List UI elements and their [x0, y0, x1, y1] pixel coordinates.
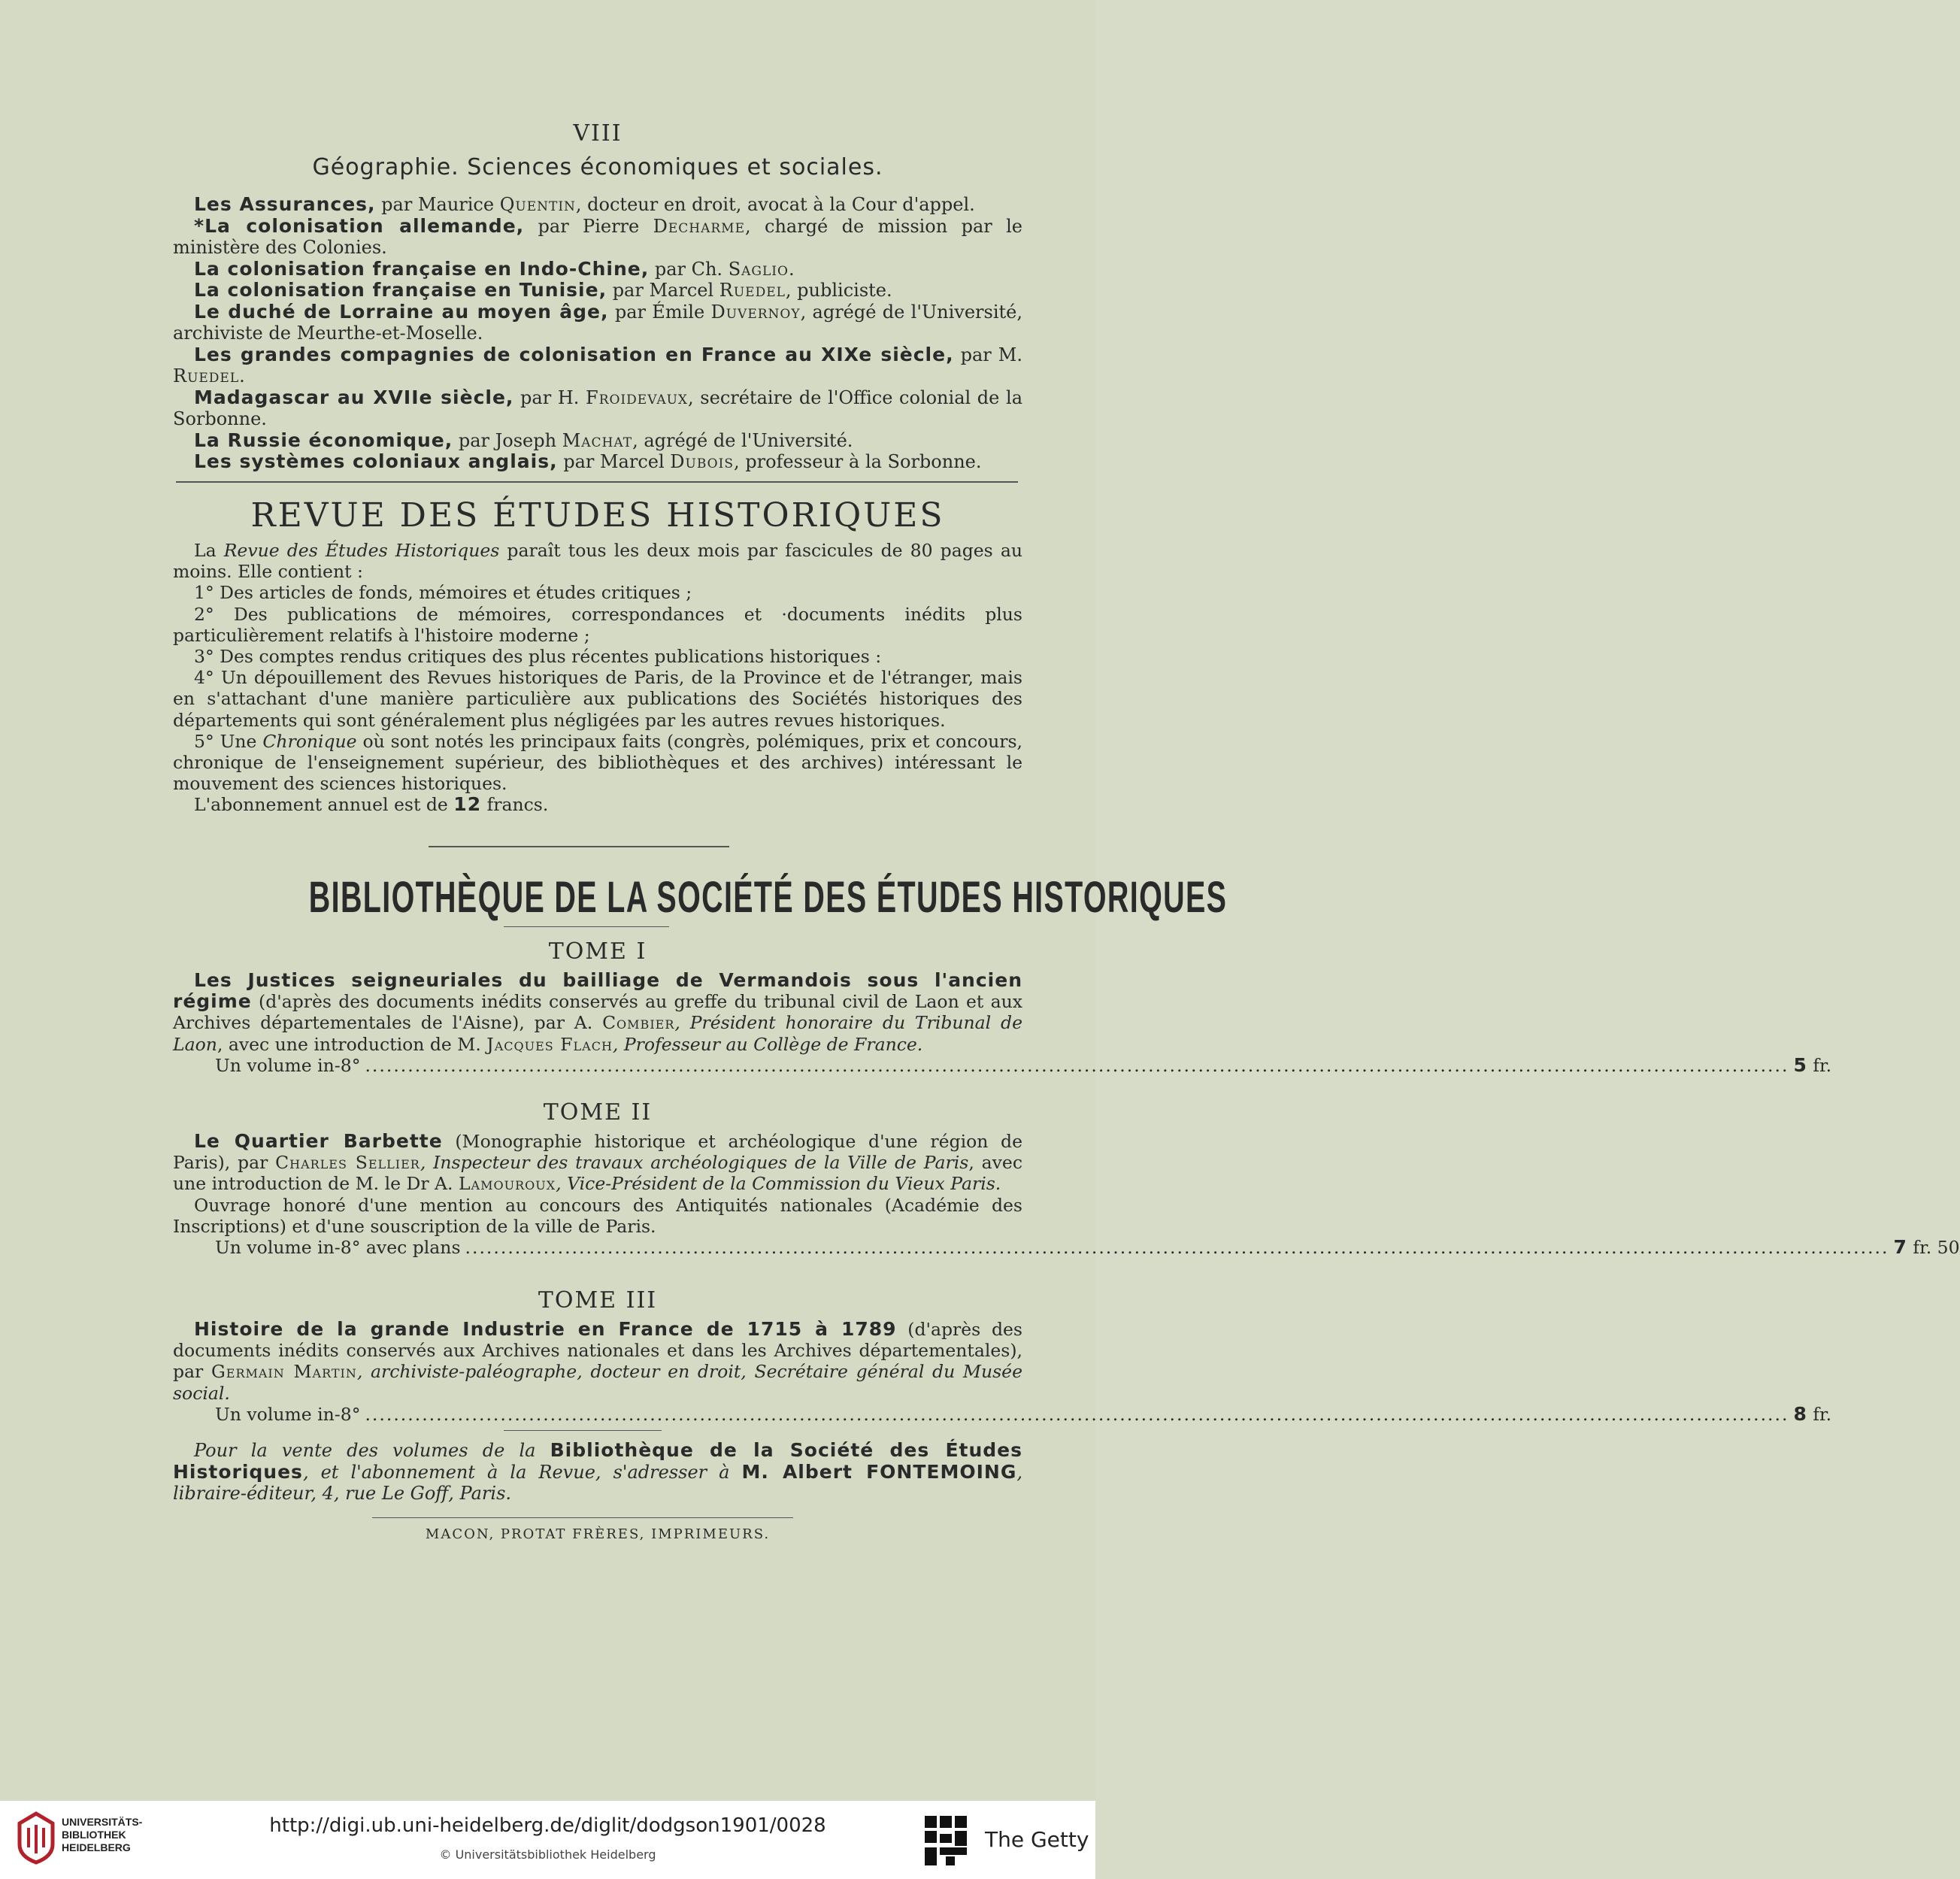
revue-item: 3° Des comptes rendus critiques des plus récentes publications historiques : [194, 646, 882, 668]
publication-title: Le duché de Lorraine au moyen âge, [194, 300, 609, 323]
author-name: Lamouroux [458, 1173, 556, 1195]
tome-description: Le Quartier Barbette (Monographie historique et archéologique d'une région de Paris), par Charles Sellier, Inspecteur des travaux archéologiques de la Ville de Paris, avec une introduction de M. le Dr A. Lamouroux, Vice-Président de la Commission du Vieux Paris. Ouvrage honoré d'une mention au concours des Antiquités nationales (Académie des Inscriptions) et d'une souscription de la ville de Paris. Un volume in-8° avec plans ........................................................................................................................................................................................................ 7 fr. 50 [173, 1130, 1960, 1259]
author-name: Quentin [499, 194, 576, 215]
revue-intro: La Revue des Études Historiques paraît tous les deux mois par fascicules de 80 pages au moins. Elle contient : [173, 540, 1022, 583]
volume-format: Un volume in-8° [215, 1054, 361, 1076]
publication-entry: Madagascar au XVIIe siècle, par H. Froidevaux, secrétaire de l'Office colonial de la Sorbonne. [173, 386, 1023, 429]
permalink-url[interactable]: http://digi.ub.uni-heidelberg.de/diglit/dodgson1901/0028 [269, 1814, 826, 1837]
tome-description: Les Justices seigneuriales du bailliage de Vermandois sous l'ancien régime (d'après des documents inédits conservés au greffe du tribunal civil de Laon et aux Archives départementales de l'Aisne), par A. Combier, Président honoraire du Tribunal de Laon, avec une introduction de M. Jacques Flach, Professeur au Collège de France. Un volume in-8° ........................................................................................................................................................................................................ 5 fr. [173, 969, 1832, 1076]
price-line: Un volume in-8° ........................................................................................................................................................................................................ 8 fr. [215, 1402, 1832, 1425]
copyright-notice: © Universitätsbibliothek Heidelberg [439, 1847, 656, 1862]
publication-title: La colonisation française en Indo-Chine, [194, 257, 650, 280]
publication-title: Les systèmes coloniaux anglais, [194, 450, 558, 472]
publication-title: Les grandes compagnies de colonisation en France au XIXe siècle, [194, 343, 954, 365]
book-title: Histoire de la grande Industrie en France de 1715 à 1789 [194, 1318, 897, 1340]
revue-item: 1° Des articles de fonds, mémoires et études critiques ; [194, 582, 692, 604]
bibliotheque-title: BIBLIOTHÈQUE DE LA SOCIÉTÉ DES ÉTUDES HISTORIQUES [308, 873, 1228, 922]
author-name: Ruedel [173, 365, 240, 386]
publication-entry: La colonisation française en Tunisie, par Marcel Ruedel, publiciste. [194, 279, 892, 301]
divider [504, 926, 669, 927]
publication-title: La colonisation française en Tunisie, [194, 279, 607, 301]
divider [176, 481, 1018, 483]
printer-imprint: MACON, PROTAT FRÈRES, IMPRIMEURS. [425, 1526, 771, 1542]
author-name: Duvernoy [710, 301, 801, 323]
publication-entry: Le duché de Lorraine au moyen âge, par Émile Duvernoy, agrégé de l'Université, archiviste de Meurthe-et-Moselle. [173, 300, 1022, 344]
page-number: VIII [573, 120, 623, 147]
divider [429, 846, 729, 847]
publication-entry: Les Assurances, par Maurice Quentin, docteur en droit, avocat à la Cour d'appel. [194, 193, 975, 215]
revue-subscription: L'abonnement annuel est de 12 francs. [194, 793, 549, 816]
vente-notice: Pour la vente des volumes de la Bibliothèque de la Société des Études Historiques, et l'abonnement à la Revue, s'adresser à M. Albert FONTEMOING, libraire-éditeur, 4, rue Le Goff, Paris. [173, 1439, 1023, 1504]
author-name: Charles Sellier [275, 1152, 420, 1174]
library-name: UNIVERSITÄTS- BIBLIOTHEK HEIDELBERG [62, 1816, 143, 1853]
publication-title: La Russie économique, [194, 429, 453, 451]
publication-title: Les Assurances, [194, 193, 376, 215]
volume-format: Un volume in-8° avec plans [215, 1237, 461, 1259]
author-name: Machat [562, 429, 633, 451]
tome-label: TOME I [548, 938, 647, 965]
viewer-footer [0, 1801, 1095, 1879]
publication-list [173, 194, 1022, 473]
author-name: Decharme [653, 215, 745, 237]
price-value: 8 [1793, 1402, 1807, 1425]
author-name: Dubois [670, 451, 734, 472]
book-note: Ouvrage honoré d'une mention au concours des Antiquités nationales (Académie des Inscriptions) et d'une souscription de la ville de Paris. [173, 1194, 1022, 1237]
price-line: Un volume in-8° avec plans ........................................................................................................................................................................................................ 7 fr. 50 [215, 1236, 1960, 1259]
tome-label: TOME III [538, 1287, 658, 1314]
price-line: Un volume in-8° ........................................................................................................................................................................................................ 5 fr. [215, 1053, 1832, 1076]
divider [504, 1430, 662, 1431]
author-name: Saglio [728, 258, 789, 280]
tome-description: Histoire de la grande Industrie en France de 1715 à 1789 (d'après des documents inédits conservés aux Archives nationales et dans les Archives départementales), par Germain Martin, archiviste-paléographe, docteur en droit, Secrétaire général du Musée social. Un volume in-8° ........................................................................................................................................................................................................ 8 fr. [173, 1318, 1832, 1425]
section-title: Géographie. Sciences économiques et sociales. [312, 154, 883, 180]
author-name: Jacques Flach [486, 1033, 613, 1055]
revue-item: 2° Des publications de mémoires, correspondances et ·documents inédits plus particulièrement relatifs à l'histoire moderne ; [173, 603, 1022, 646]
publication-entry: Les grandes compagnies de colonisation en France au XIXe siècle, par M. Ruedel. [173, 343, 1023, 386]
divider [372, 1517, 793, 1518]
partner-name: The Getty [985, 1827, 1089, 1852]
revue-description [173, 540, 1022, 816]
revue-item: 5° Une Chronique où sont notés les principaux faits (congrès, polémiques, prix et concours, chronique de l'enseignement supérieur, des bibliothèques et des archives) intéressant le mouvement des sciences historiques. [173, 730, 1022, 795]
book-title: Les Justices seigneuriales du bailliage de Vermandois sous l'ancien régime [173, 969, 1022, 1013]
author-name: Germain Martin [211, 1361, 357, 1383]
getty-logo-icon [923, 1814, 968, 1867]
revue-item: 4° Un dépouillement des Revues historiques de Paris, de la Province et de l'étranger, mais en s'attachant d'une manière particulière aux publications des Sociétés historiques des départements qui sont généralement plus négligées par les autres revues historiques. [173, 667, 1022, 731]
publication-entry: *La colonisation allemande, par Pierre Decharme, chargé de mission par le ministère des Colonies. [173, 214, 1022, 258]
book-title: Le Quartier Barbette [194, 1130, 443, 1152]
publication-title: Madagascar au XVIIe siècle, [194, 386, 514, 408]
publication-entry: La colonisation française en Indo-Chine, par Ch. Saglio. [194, 257, 795, 280]
publication-title: *La colonisation allemande, [194, 214, 525, 237]
tome-label: TOME II [543, 1099, 653, 1126]
publication-entry: La Russie économique, par Joseph Machat, agrégé de l'Université. [194, 429, 853, 451]
volume-format: Un volume in-8° [215, 1403, 361, 1425]
author-name: Ruedel [719, 280, 786, 301]
revue-title: REVUE DES ÉTUDES HISTORIQUES [250, 496, 945, 535]
author-name: Froidevaux [586, 386, 689, 408]
publication-entry: Les systèmes coloniaux anglais, par Marcel Dubois, professeur à la Sorbonne. [194, 450, 982, 472]
author-name: Combier [602, 1012, 675, 1034]
price-value: 5 [1793, 1053, 1807, 1076]
price-value: 7 [1893, 1236, 1907, 1259]
